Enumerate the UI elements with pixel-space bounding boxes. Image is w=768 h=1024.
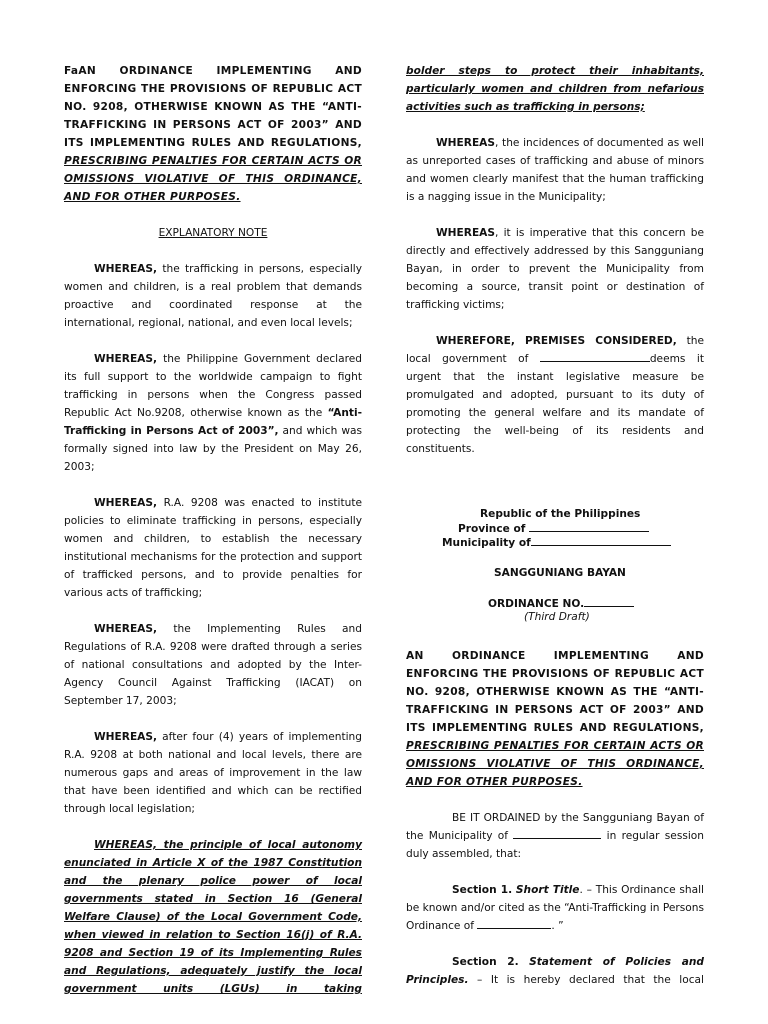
whereas-paragraph-5: WHEREAS, after four (4) years of implementing R.A. 9208 at both national and local levels, there are numerous gaps and areas of improvement in the law that have been identified and which can be rectified through local legislation; (64, 731, 362, 815)
wherefore-paragraph: WHEREFORE, PREMISES CONSIDERED, the local government of deems it urgent that the instant legislative measure be promulgated and adopted, pursuant to its duty of promoting the general welfare and its mandate of protecting the well-being of its residents and constituents. (406, 335, 704, 455)
document-title: FaAN ORDINANCE IMPLEMENTING AND ENFORCING THE PROVISIONS OF REPUBLIC ACT NO. 9208, OTHERWISE KNOWN AS THE “ANTI-TRAFFICKING IN PERSONS ACT OF 2003” AND ITS IMPLEMENTING RULES AND REGULATIONS, PRESCRIBING PENALTIES FOR CERTAIN ACTS OR OMISSIONS VIOLATIVE OF THIS ORDINANCE, AND FOR OTHER PURPOSES. (64, 65, 362, 203)
ordaining-clause: BE IT ORDAINED by the Sangguniang Bayan of the Municipality of in regular session duly assembled, that: (406, 812, 704, 860)
whereas-paragraph-6-continued: bolder steps to protect their inhabitants, particularly women and children from nefarious activities such as trafficking in persons; (406, 65, 704, 113)
province-blank (529, 521, 649, 532)
section-1: Section 1. Short Title. – This Ordinance shall be known and/or cited as the “Anti-Trafficking in Persons Ordinance of . ” (406, 884, 704, 932)
whereas-paragraph-4: WHEREAS, the Implementing Rules and Regulations of R.A. 9208 were drafted through a series of national consultations and adopted by the Inter-Agency Council Against Trafficking (IACAT) on September 17, 2003; (64, 623, 362, 707)
republic-line: Republic of the Philippines (480, 508, 641, 520)
draft-label: (Third Draft) (524, 610, 590, 623)
whereas-paragraph-2: WHEREAS, the Philippine Government declared its full support to the worldwide campaign to fight trafficking in persons when the Congress passed Republic Act No.9208, otherwise known as the “Anti-Trafficking in Persons Act of 2003”, and which was formally signed into law by the President on May 26, 2003; (64, 353, 362, 473)
sangguniang-bayan-heading: SANGGUNIANG BAYAN (494, 566, 626, 579)
ordinance-number: ORDINANCE NO. (406, 596, 704, 611)
letterhead (406, 508, 704, 550)
whereas-paragraph-7: WHEREAS, the incidences of documented as well as unreported cases of trafficking and abuse of minors and women clearly manifest that the human trafficking is a nagging issue in the Municipality; (406, 137, 704, 203)
whereas-paragraph-1: WHEREAS, the trafficking in persons, especially women and children, is a real problem that demands proactive and coordinated response at the international, regional, national, and even local levels; (64, 263, 362, 329)
lgu-name-blank (540, 351, 650, 362)
ordinance-title: AN ORDINANCE IMPLEMENTING AND ENFORCING THE PROVISIONS OF REPUBLIC ACT NO. 9208, OTHERWISE KNOWN AS THE “ANTI-TRAFFICKING IN PERSONS ACT OF 2003” AND ITS IMPLEMENTING RULES AND REGULATIONS, PRESCRIBING PENALTIES FOR CERTAIN ACTS OR OMISSIONS VIOLATIVE OF THIS ORDINANCE, AND FOR OTHER PURPOSES. (406, 650, 704, 788)
municipality-blank (531, 535, 671, 546)
explanatory-note-heading: EXPLANATORY NOTE (158, 227, 268, 239)
municipality-name-blank (513, 828, 601, 839)
ordinance-number-blank (584, 596, 634, 607)
whereas-paragraph-6: WHEREAS, the principle of local autonomy enunciated in Article X of the 1987 Constitution and the plenary police power of local governments stated in Section 16 (General Welfare Clause) of the Local Government Code, when viewed in relation to Section 16(j) of R.A. 9208 and Section 19 of its Implementing Rules and Regulations, adequately justify the local government units (LGUs) in taking (64, 839, 362, 995)
province-line: Province of (406, 521, 704, 536)
section-2: Section 2. Statement of Policies and Principles. – It is hereby declared that the local (406, 956, 704, 986)
left-column (64, 62, 362, 998)
whereas-paragraph-3: WHEREAS, R.A. 9208 was enacted to institute policies to eliminate trafficking in persons, especially women and children, to establish the necessary institutional mechanisms for the protection and support of trafficked persons, and to provide penalties for various acts of trafficking; (64, 497, 362, 599)
whereas-paragraph-8: WHEREAS, it is imperative that this concern be directly and effectively addressed by this Sangguniang Bayan, in order to prevent the Municipality from becoming a source, transit point or destination of trafficking victims; (406, 227, 704, 311)
municipality-line: Municipality of (406, 535, 704, 550)
right-column (406, 62, 704, 989)
ordinance-year-blank (477, 918, 551, 929)
